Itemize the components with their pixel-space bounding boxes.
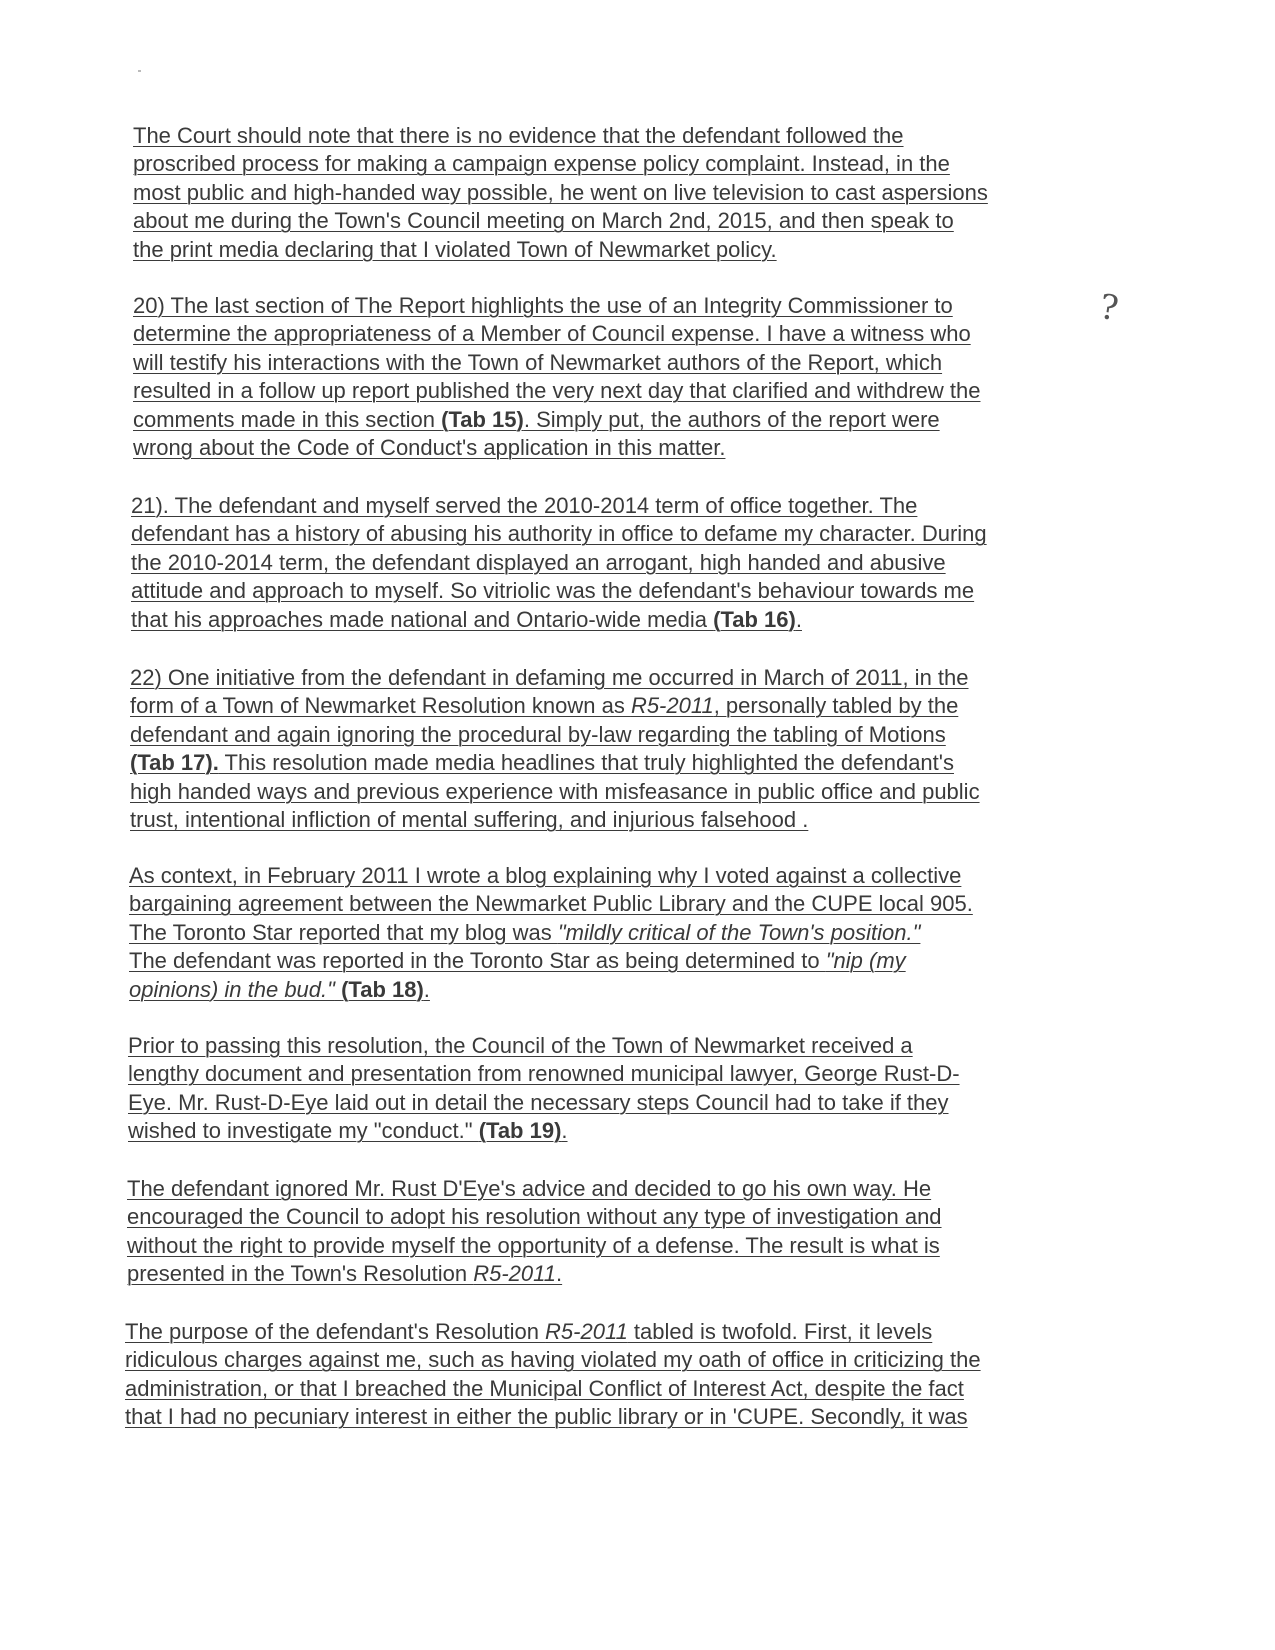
text-segment: . Simply put, the authors of the report were xyxy=(523,406,940,432)
text-line xyxy=(133,122,1093,150)
text-line xyxy=(129,862,1089,890)
text-line xyxy=(133,292,1093,320)
paragraph-purpose xyxy=(125,1318,1085,1432)
text-segment: presented in the Town's Resolution xyxy=(127,1261,474,1287)
italic-text: R5-2011 xyxy=(545,1319,628,1344)
text-segment: The defendant ignored Mr. Rust D'Eye's advice and decided to go his own way. He xyxy=(127,1176,932,1201)
text-line xyxy=(130,778,1090,806)
text-line xyxy=(133,377,1093,405)
text-segment: The purpose of the defendant's Resolution xyxy=(125,1319,546,1344)
text-segment: The Toronto Star reported that my blog was xyxy=(129,919,558,945)
paragraph-defendant-ignored xyxy=(127,1175,1087,1289)
text-line xyxy=(133,406,1093,434)
text-segment: tabled is twofold. First, it levels xyxy=(627,1319,933,1344)
text-segment: lengthy document and presentation from renowned municipal lawyer, George Rust-D- xyxy=(128,1061,960,1087)
text-line xyxy=(128,1032,1088,1060)
text-line xyxy=(127,1175,1087,1203)
text-segment: without the right to provide myself the opportunity of a defense. The result is what is xyxy=(127,1232,940,1258)
text-line xyxy=(130,692,1090,720)
paragraph-22 xyxy=(130,664,1090,834)
text-segment: high handed ways and previous experience with misfeasance in public office and public xyxy=(130,778,980,804)
text-line xyxy=(129,890,1089,918)
text-line xyxy=(133,320,1093,348)
text-segment: administration, or that I breached the Municipal Conflict of Interest Act, despite the fact xyxy=(125,1375,964,1401)
text-segment: most public and high-handed way possible, he went on live television to cast aspersions xyxy=(133,179,988,205)
text-line xyxy=(128,1117,1088,1145)
scan-speck xyxy=(138,70,141,72)
text-line xyxy=(125,1346,1085,1374)
text-line xyxy=(125,1318,1085,1346)
text-segment: 21). The defendant and myself served the 2010-2014 term of office together. The xyxy=(131,493,918,518)
text-segment: encouraged the Council to adopt his resolution without any type of investigation and xyxy=(127,1204,942,1230)
text-segment: As context, in February 2011 I wrote a blog explaining why I voted against a collective xyxy=(129,863,962,888)
text-line xyxy=(133,179,1093,207)
text-line xyxy=(130,721,1090,749)
text-line xyxy=(131,549,1091,577)
text-line xyxy=(127,1203,1087,1231)
text-segment: ridiculous charges against me, such as having violated my oath of office in criticizing the xyxy=(125,1347,981,1373)
paragraph-court-note xyxy=(133,122,1093,264)
text-line xyxy=(125,1375,1085,1403)
tab-reference: (Tab 18) xyxy=(341,976,424,1002)
text-segment: determine the appropriateness of a Member of Council expense. I have a witness who xyxy=(133,321,971,347)
text-line xyxy=(131,520,1091,548)
text-segment: wrong about the Code of Conduct's application in this matter. xyxy=(133,435,726,461)
italic-text: opinions) in the bud." xyxy=(129,976,335,1002)
text-line xyxy=(133,349,1093,377)
text-line xyxy=(130,664,1090,692)
text-segment: The defendant was reported in the Toronto Star as being determined to xyxy=(129,948,826,974)
text-segment: about me during the Town's Council meeting on March 2nd, 2015, and then speak to xyxy=(133,208,954,234)
text-segment: The Court should note that there is no evidence that the defendant followed the xyxy=(133,123,904,148)
text-line xyxy=(133,434,1093,462)
italic-text: "mildly critical of the Town's position." xyxy=(557,919,921,945)
text-segment: . xyxy=(795,606,802,632)
text-segment: will testify his interactions with the Town of Newmarket authors of the Report, which xyxy=(133,349,943,375)
text-line xyxy=(133,150,1093,178)
text-line xyxy=(130,806,1090,834)
tab-reference: (Tab 17). xyxy=(130,750,219,776)
italic-text: R5-2011 xyxy=(630,693,714,719)
text-segment: Prior to passing this resolution, the Council of the Town of Newmarket received a xyxy=(128,1033,913,1058)
text-segment: 22) One initiative from the defendant in defaming me occurred in March of 2011, in the xyxy=(130,665,969,690)
handwritten-margin-mark: ? xyxy=(1097,286,1121,330)
italic-text: R5-2011 xyxy=(473,1261,556,1287)
text-segment: trust, intentional infliction of mental suffering, and injurious falsehood . xyxy=(130,807,809,833)
text-segment: bargaining agreement between the Newmarket Public Library and the CUPE local 905. xyxy=(129,891,973,917)
text-line xyxy=(125,1403,1085,1431)
text-segment: . xyxy=(561,1118,568,1144)
text-segment: wished to investigate my "conduct." xyxy=(128,1118,479,1144)
text-line xyxy=(131,492,1091,520)
text-segment: . xyxy=(556,1261,563,1287)
text-line xyxy=(128,1060,1088,1088)
text-line xyxy=(133,207,1093,235)
text-line xyxy=(127,1260,1087,1288)
text-segment: . xyxy=(423,976,430,1002)
text-line xyxy=(130,749,1090,777)
text-line xyxy=(133,236,1093,264)
text-line xyxy=(129,976,1089,1004)
text-segment: the print media declaring that I violated Town of Newmarket policy. xyxy=(133,236,777,262)
text-segment: defendant has a history of abusing his authority in office to defame my character. During xyxy=(131,521,987,547)
text-line xyxy=(131,577,1091,605)
text-segment: comments made in this section xyxy=(133,406,442,432)
text-line xyxy=(131,606,1091,634)
paragraph-prior-to-passing xyxy=(128,1032,1088,1146)
text-segment: form of a Town of Newmarket Resolution known as xyxy=(130,693,631,719)
paragraph-21 xyxy=(131,492,1091,634)
paragraph-context xyxy=(129,862,1089,1004)
text-segment: attitude and approach to myself. So vitriolic was the defendant's behaviour towards me xyxy=(131,578,975,604)
text-line xyxy=(129,947,1089,975)
tab-reference: (Tab 15) xyxy=(441,406,524,432)
tab-reference: (Tab 16) xyxy=(713,606,796,632)
text-segment: 20) The last section of The Report highlights the use of an Integrity Commissioner to xyxy=(133,293,953,318)
text-line xyxy=(129,919,1089,947)
text-segment: Eye. Mr. Rust-D-Eye laid out in detail the necessary steps Council had to take if they xyxy=(128,1089,949,1115)
text-segment: This resolution made media headlines that truly highlighted the defendant's xyxy=(218,750,954,776)
text-segment: that I had no pecuniary interest in either the public library or in 'CUPE. Secondly, it was xyxy=(125,1404,968,1430)
italic-text: "nip (my xyxy=(825,948,906,974)
text-segment: that his approaches made national and Ontario-wide media xyxy=(131,606,714,632)
text-line xyxy=(127,1232,1087,1260)
text-segment: the 2010-2014 term, the defendant displayed an arrogant, high handed and abusive xyxy=(131,549,946,575)
text-segment: proscribed process for making a campaign expense policy complaint. Instead, in the xyxy=(133,151,950,177)
text-line xyxy=(128,1089,1088,1117)
text-segment: defendant and again ignoring the procedural by-law regarding the tabling of Motions xyxy=(130,721,946,747)
paragraph-20 xyxy=(133,292,1093,462)
text-segment: , personally tabled by the xyxy=(713,693,959,719)
text-segment: resulted in a follow up report published the very next day that clarified and withdrew the xyxy=(133,378,981,404)
tab-reference: (Tab 19) xyxy=(478,1118,562,1144)
